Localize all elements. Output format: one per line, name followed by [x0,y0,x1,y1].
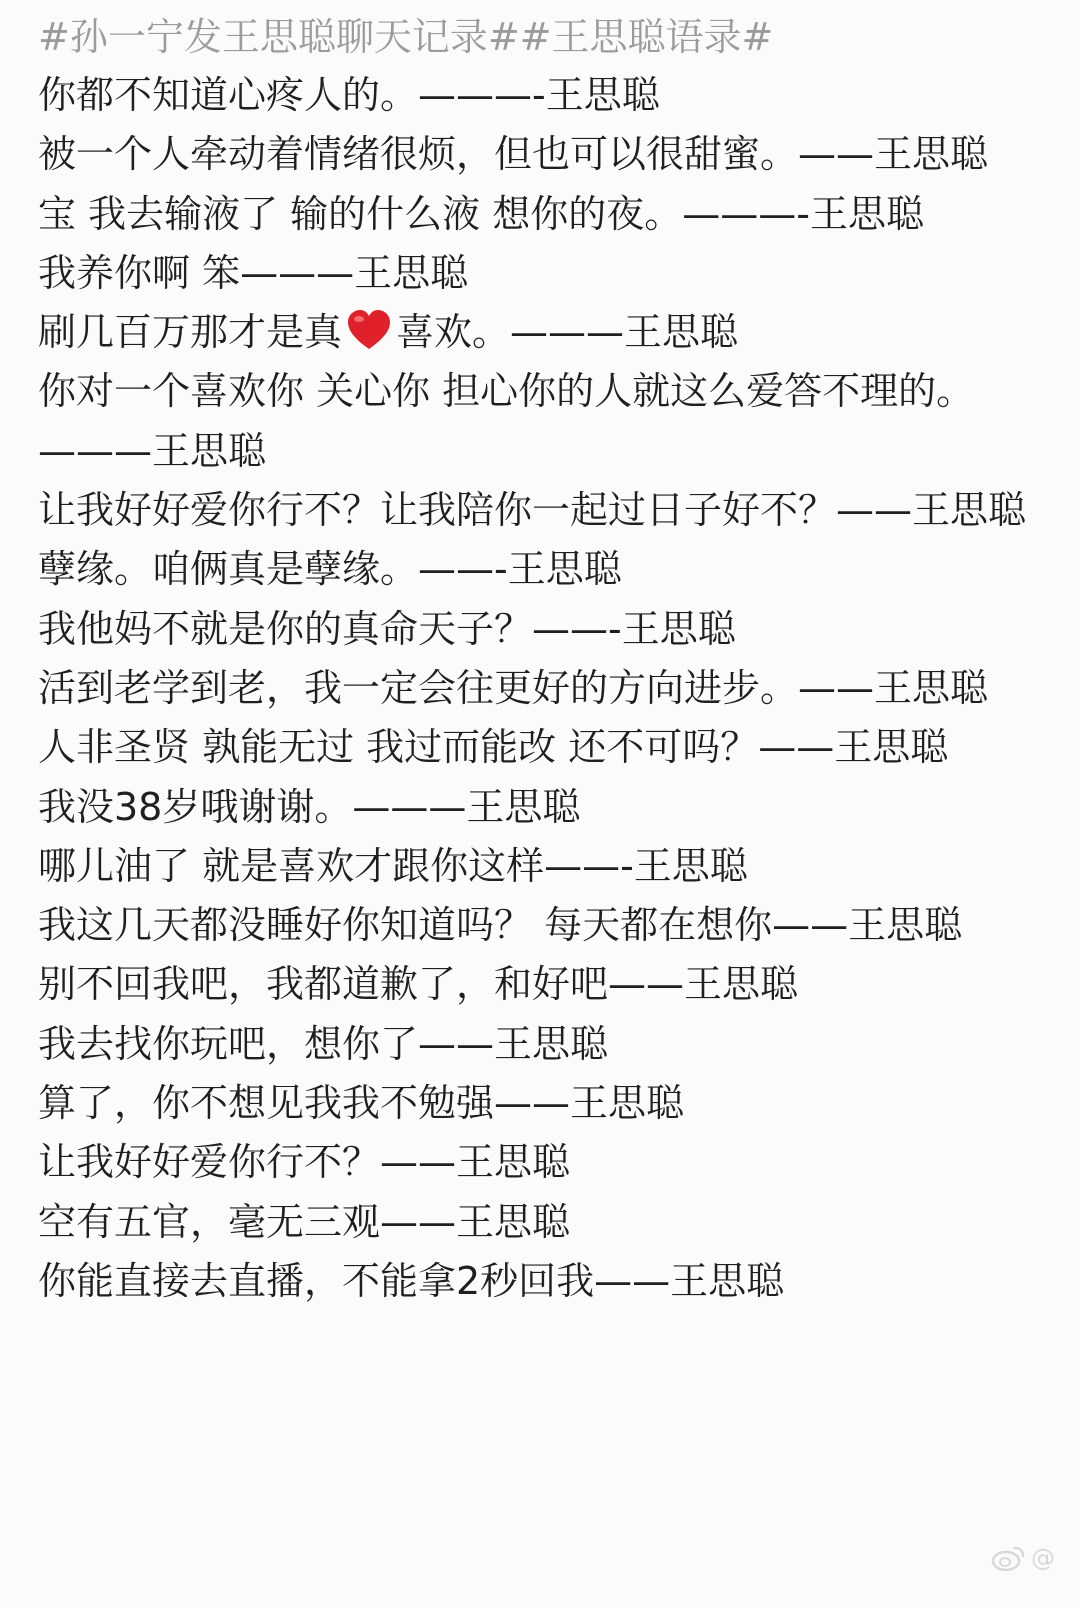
hashtag-line[interactable]: #孙一宁发王思聪聊天记录##王思聪语录# [38,15,774,59]
quote-list [38,66,1048,1311]
quote-line: 人非圣贤 孰能无过 我过而能改 还不可吗？——王思聪 [38,725,949,770]
heart-shape [348,310,390,349]
quote-line-with-heart [38,303,1048,362]
quote-line: 让我好好爱你行不？——王思聪 [38,1140,571,1185]
quote-line: 被一个人牵动着情绪很烦，但也可以很甜蜜。——王思聪 [38,132,989,177]
quote-line: 我他妈不就是你的真命天子？——-王思聪 [38,606,736,651]
quote-line: 孽缘。咱俩真是孽缘。——-王思聪 [38,547,622,592]
quote-line: 我养你啊 笨———王思聪 [38,250,469,295]
quote-line: 你都不知道心疼人的。———-王思聪 [38,73,660,117]
quote-text-before-heart: 刷几百万那才是真 [38,310,343,355]
quote-line: 哪儿油了 就是喜欢才跟你这样——-王思聪 [38,843,748,888]
quote-line: 让我好好爱你行不？让我陪你一起过日子好不？——王思聪 [38,488,1027,533]
weibo-watermark [991,1544,1056,1572]
quote-line: 宝 我去输液了 输的什么液 想你的夜。———-王思聪 [38,191,924,236]
quote-line: 我这几天都没睡好你知道吗？ 每天都在想你——王思聪 [38,903,963,948]
quote-line: 我去找你玩吧，想你了——王思聪 [38,1021,609,1066]
quote-line: 我没38岁哦谢谢。———王思聪 [38,784,581,829]
weibo-logo-icon [991,1545,1025,1571]
quote-line: 你对一个喜欢你 关心你 担心你的人就这么爱答不理的。———王思聪 [38,369,975,473]
heart-shine [354,316,364,322]
quote-line: 别不回我吧，我都道歉了，和好吧——王思聪 [38,962,799,1007]
red-heart-icon [346,309,392,351]
quote-text-after-heart: 喜欢。———王思聪 [396,310,739,355]
quote-line: 活到老学到老，我一定会往更好的方向进步。——王思聪 [38,665,989,710]
quote-line: 算了，你不想见我我不勉强——王思聪 [38,1081,685,1126]
watermark-text: @ [1031,1544,1056,1572]
quote-line: 你能直接去直播，不能拿2秒回我——王思聪 [38,1258,785,1303]
quote-line: 空有五官，毫无三观——王思聪 [38,1199,571,1244]
